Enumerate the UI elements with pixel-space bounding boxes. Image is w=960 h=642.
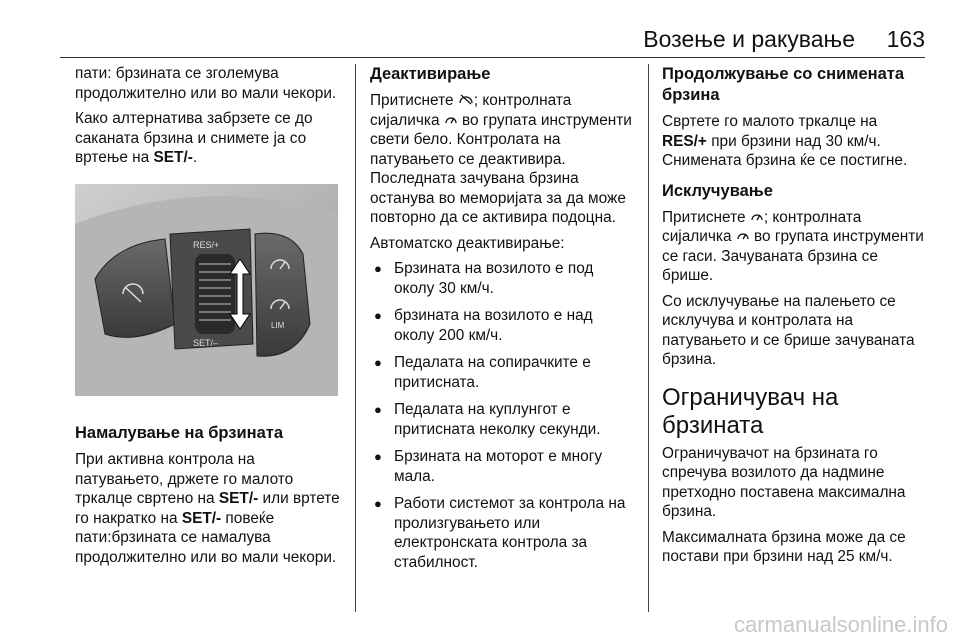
paragraph: Ограничувачот на брзината го спречува возилото да надмине претходно поставена максимална брзина.: [662, 444, 906, 520]
paragraph: Автоматско деактивирање:: [370, 234, 565, 252]
section-title: Деактивирање: [370, 65, 491, 83]
list-item: ● Педалата на сопирачките е притисната.: [370, 353, 636, 392]
page-title: Возење и ракување: [643, 26, 855, 52]
column-1: [75, 64, 347, 573]
paragraph: Со исклучување на палењето се исклучува и контролата на патувањето и се брише зачуваната брзина.: [662, 292, 915, 368]
header-rule: [60, 57, 925, 58]
cruise-control-icon: [736, 229, 750, 241]
paragraph: Притиснете ; контролната сијаличка во групата инструменти се гаси. Зачуваната брзина се брише.: [662, 208, 924, 284]
paragraph: При активна контрола на патувањето, држете го малото тркалце свртено на SET/- или вртете го накратко на SET/- повеќе пати:брзината се намалува продолжително или во мали чекори.: [75, 451, 340, 566]
paragraph: пати: брзината се зголемува продолжително или во мали чекори.: [75, 65, 337, 102]
section-title: Продолжување со снимената брзина: [662, 65, 905, 104]
column-divider-2: [648, 64, 649, 612]
column-2: [370, 64, 636, 580]
list-item: ● Педалата на куплунгот е притисната неколку секунди.: [370, 400, 636, 439]
lim-label: LIM: [271, 320, 285, 330]
cruise-control-icon: [444, 113, 458, 125]
list-item: ● Брзината на моторот е многу мала.: [370, 447, 636, 486]
list-item: ● Брзината на возилото е под околу 30 км/ч.: [370, 259, 636, 298]
watermark: carmanualsonline.info: [733, 612, 948, 637]
column-3: [662, 64, 926, 573]
section-title: Намалување на брзината: [75, 424, 284, 442]
paragraph: Свртете го малото тркалце на RES/+ при брзини над 30 км/ч. Снимената брзина ќе се постигне.: [662, 113, 908, 169]
list-item: ● Работи системот за контрола на пролизгувањето или електронската контрола за стабилност.: [370, 494, 636, 572]
section-title: Исклучување: [662, 181, 773, 200]
page-number: 163: [886, 26, 925, 52]
list-item: ● брзината на возилото е над околу 200 км/ч.: [370, 306, 636, 345]
set-label: SET/–: [193, 337, 219, 348]
paragraph: Притиснете ; контролната сијаличка во групата инструменти свети бело. Контролата на патувањето се деактивира. Последната зачувана брзина останува во меморијата за да може повторно да се активира подоцна.: [370, 92, 632, 226]
section-heading: Ограничувач на брзината: [662, 383, 839, 439]
paragraph: Максималната брзина може да се постави при брзини над 25 км/ч.: [662, 528, 906, 565]
steering-wheel-controls-photo: [75, 184, 338, 396]
paragraph: Како алтернатива забрзете се до саканата брзина и снимете ја со вртење на SET/-.: [75, 110, 313, 166]
bullet-list: [370, 259, 636, 572]
cruise-off-icon: [458, 93, 474, 105]
page-header: [60, 26, 925, 56]
column-divider-1: [355, 64, 356, 612]
res-label: RES/+: [193, 239, 220, 250]
cruise-control-icon: [750, 210, 764, 222]
